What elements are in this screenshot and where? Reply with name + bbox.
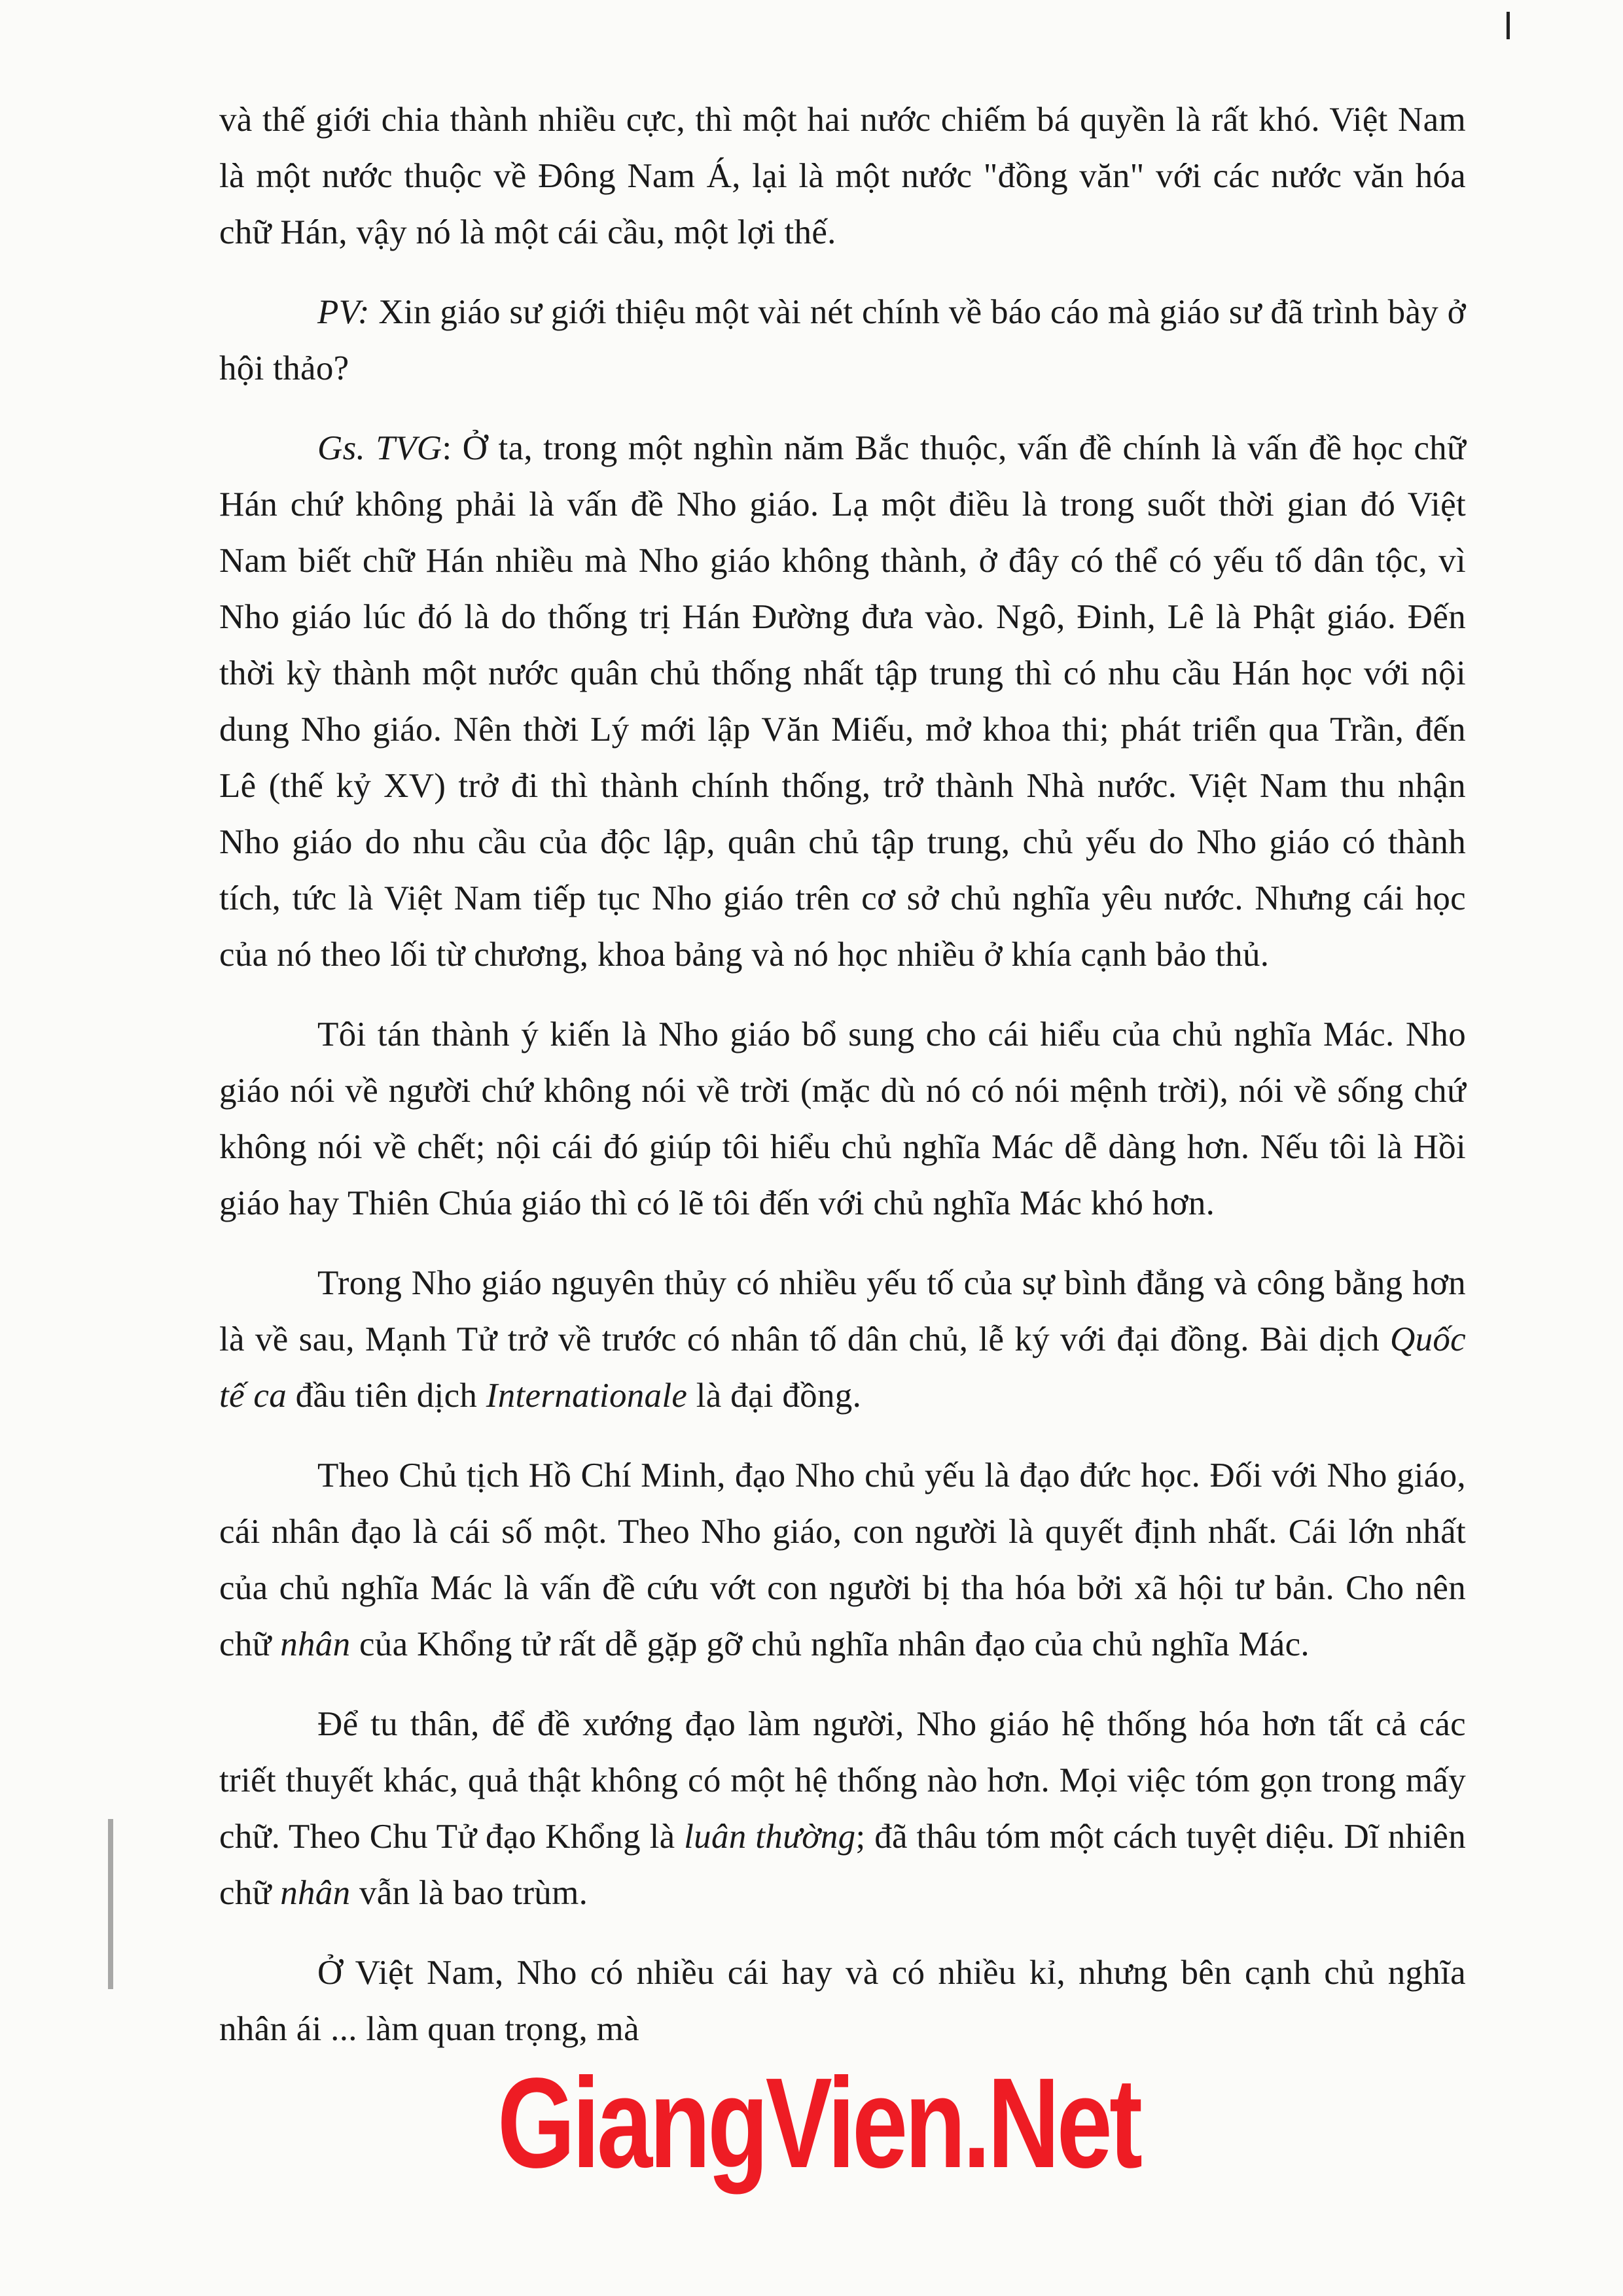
text-run: và thế giới chia thành nhiều cực, thì một hai nước chiếm bá quyền là rất khó. Việt Nam là một nước thuộc về Đông Nam Á, lại là một nước "đồng văn" với các nước văn hóa chữ Hán, vậy nó là một cái cầu, một lợi thế. — [219, 101, 1466, 251]
paragraph-1 — [219, 92, 1466, 260]
text-run: Ở Việt Nam, Nho có nhiều cái hay và có nhiều kỉ, nhưng bên cạnh chủ nghĩa nhân ái ... làm quan trọng, mà — [219, 1954, 1466, 2048]
text-run: vẫn là bao trùm. — [350, 1874, 588, 1912]
text-run: : Ở ta, trong một nghìn năm Bắc thuộc, vấn đề chính là vấn đề học chữ Hán chứ không phải là vấn đề Nho giáo. Lạ một điều là trong suốt thời gian đó Việt Nam biết chữ Hán nhiều mà Nho giáo không thành, ở đây có thể có yếu tố dân tộc, vì Nho giáo lúc đó là do thống trị Hán Đường đưa vào. Ngô, Đinh, Lê là Phật giáo. Đến thời kỳ thành một nước quân chủ thống nhất tập trung thì có nhu cầu Hán học với nội dung Nho giáo. Nên thời Lý mới lập Văn Miếu, mở khoa thi; phát triển qua Trần, đến Lê (thế kỷ XV) trở đi thì thành chính thống, trở thành Nhà nước. Việt Nam thu nhận Nho giáo do nhu cầu của độc lập, quân chủ tập trung, chủ yếu do Nho giáo có thành tích, tức là Việt Nam tiếp tục Nho giáo trên cơ sở chủ nghĩa yêu nước. Nhưng cái học của nó theo lối từ chương, khoa bảng và nó học nhiều ở khía cạnh bảo thủ. — [219, 429, 1466, 974]
text-run: đầu tiên dịch — [287, 1377, 486, 1415]
text-run: Trong Nho giáo nguyên thủy có nhiều yếu tố của sự bình đẳng và công bằng hơn là về sau, Mạnh Tử trở về trước có nhân tố dân chủ, lễ ký với đại đồng. Bài dịch — [219, 1264, 1466, 1358]
italic-run: Quốc tế ca — [219, 1320, 1466, 1415]
italic-run: luân thường — [684, 1818, 856, 1856]
text-run: Tôi tán thành ý kiến là Nho giáo bổ sung cho cái hiểu của chủ nghĩa Mác. Nho giáo nói về người chứ không nói về trời (mặc dù nó có nói mệnh trời), nói về sống chứ không nói về chết; nội cái đó giúp tôi hiểu chủ nghĩa Mác dễ dàng hơn. Nếu tôi là Hồi giáo hay Thiên Chúa giáo thì có lẽ tôi đến với chủ nghĩa Mác khó hơn. — [219, 1016, 1466, 1222]
paragraph-7 — [219, 1696, 1466, 1921]
italic-run: nhân — [280, 1625, 351, 1663]
paragraph-4 — [219, 1006, 1466, 1231]
paragraph-3 — [219, 420, 1466, 983]
binding-shadow — [108, 1819, 113, 1989]
text-run: Để tu thân, để đề xướng đạo làm người, Nho giáo hệ thống hóa hơn tất cả các triết thuyết khác, quả thật không có một hệ thống nào hơn. Mọi việc tóm gọn trong mấy chữ. Theo Chu Tử đạo Khổng là — [219, 1705, 1466, 1856]
italic-run: Internationale — [486, 1377, 688, 1415]
paragraph-2 — [219, 284, 1466, 397]
text-run: của Khổng tử rất dễ gặp gỡ chủ nghĩa nhân đạo của chủ nghĩa Mác. — [350, 1625, 1310, 1663]
italic-run: PV: — [317, 293, 370, 331]
watermark-logo: GiangVien.Net — [497, 2051, 1140, 2195]
text-run: là đại đồng. — [687, 1377, 862, 1415]
paragraph-5 — [219, 1255, 1466, 1424]
italic-run: Gs. TVG — [317, 429, 442, 467]
text-run: Xin giáo sư giới thiệu một vài nét chính về báo cáo mà giáo sư đã trình bày ở hội thảo? — [219, 293, 1466, 387]
page-edge-mark — [1507, 12, 1510, 39]
paragraph-6 — [219, 1447, 1466, 1672]
paragraph-8 — [219, 1945, 1466, 2057]
italic-run: nhân — [280, 1874, 351, 1912]
text-run: Theo Chủ tịch Hồ Chí Minh, đạo Nho chủ yếu là đạo đức học. Đối với Nho giáo, cái nhân đạo là cái số một. Theo Nho giáo, con người là quyết định nhất. Cái lớn nhất của chủ nghĩa Mác là vấn đề cứu vớt con người bị tha hóa bởi xã hội tư bản. Cho nên chữ — [219, 1457, 1466, 1663]
text-run: ; đã thâu tóm một cách tuyệt diệu. Dĩ nhiên chữ — [219, 1818, 1467, 1912]
body-text — [219, 92, 1466, 2081]
